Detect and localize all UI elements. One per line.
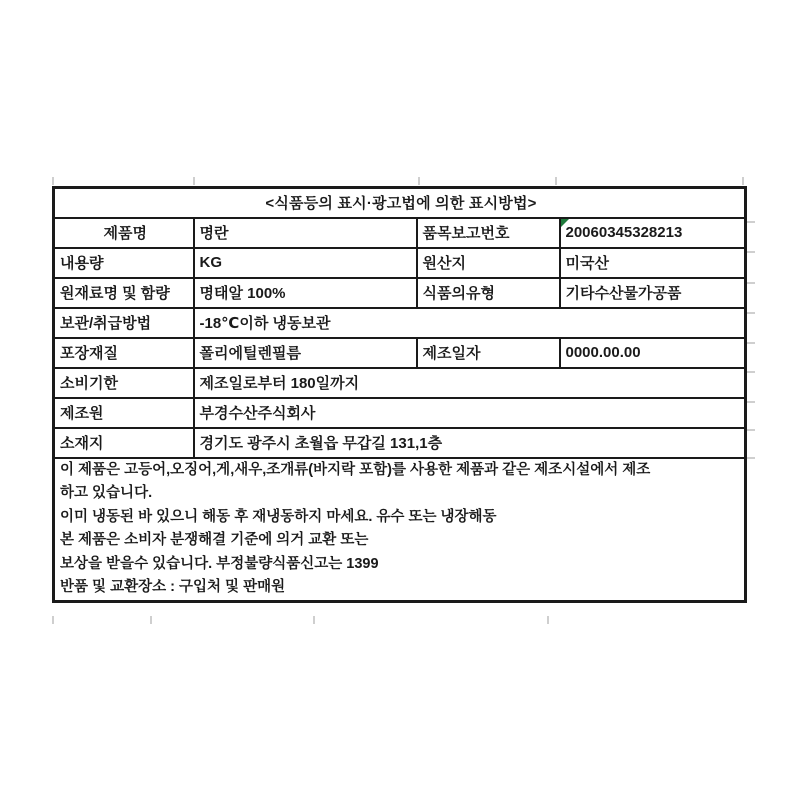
cell-label-ingredients: 원재료명 및 함량 <box>54 278 194 308</box>
gridline-tick <box>747 312 755 314</box>
notice-line: 반품 및 교환장소 : 구입처 및 판매원 <box>60 579 286 595</box>
gridline-tick <box>747 371 755 373</box>
table-row <box>54 428 746 458</box>
table-row <box>54 308 746 338</box>
cell-value-address: 경기도 광주시 초월읍 무갑길 131,1층 <box>194 428 746 458</box>
cell-label-net-weight: 내용량 <box>54 248 194 278</box>
cell-value-shelf-life: 제조일로부터 180일까지 <box>194 368 746 398</box>
gridline-tick <box>193 177 195 185</box>
cell-value-packaging-material: 폴리에틸렌필름 <box>194 338 417 368</box>
cell-label-manufacturer: 제조원 <box>54 398 194 428</box>
gridline-tick <box>418 177 420 185</box>
cell-label-manufacture-date: 제조일자 <box>417 338 560 368</box>
gridline-tick <box>747 457 755 459</box>
gridline-tick <box>150 616 152 624</box>
cell-label-packaging-material: 포장재질 <box>54 338 194 368</box>
cell-label-shelf-life: 소비기한 <box>54 368 194 398</box>
gridline-tick <box>747 221 755 223</box>
gridline-tick <box>747 251 755 253</box>
table-title: <식품등의 표시·광고법에 의한 표시방법> <box>54 188 746 218</box>
notice-line: 보상을 받을수 있습니다. 부정불량식품신고는 1399 <box>60 555 379 572</box>
cell-value-food-type: 기타수산물가공품 <box>560 278 746 308</box>
food-label-table <box>52 186 747 603</box>
table-row <box>54 188 746 218</box>
gridline-tick <box>747 342 755 344</box>
table-row <box>54 398 746 428</box>
cell-value-product-name: 명란 <box>194 218 417 248</box>
notice-block <box>54 458 746 602</box>
gridline-tick <box>313 616 315 624</box>
gridline-tick <box>555 177 557 185</box>
cell-label-origin: 원산지 <box>417 248 560 278</box>
notice-line: 이미 냉동된 바 있으니 해동 후 재냉동하지 마세요. 유수 또는 냉장해동 <box>60 508 497 525</box>
cell-value-manufacture-date: 0000.00.00 <box>560 338 746 368</box>
number-stored-as-text-indicator <box>561 219 569 227</box>
notice-line: 본 제품은 소비자 분쟁해결 기준에 의거 교환 또는 <box>60 532 369 548</box>
gridline-tick <box>747 429 755 431</box>
cell-value-report-number <box>560 218 746 248</box>
notice-line: 이 제품은 고등어,오징어,게,새우,조개류(바지락 포함)를 사용한 제품과 같은 제조시설에서 제조 <box>60 461 651 478</box>
cell-label-address: 소재지 <box>54 428 194 458</box>
cell-label-food-type: 식품의유형 <box>417 278 560 308</box>
gridline-tick <box>742 177 744 185</box>
table-row <box>54 338 746 368</box>
table-row <box>54 278 746 308</box>
cell-value-origin: 미국산 <box>560 248 746 278</box>
report-number-text: 20060345328213 <box>565 224 683 241</box>
cell-value-net-weight: KG <box>194 248 417 278</box>
notice-line: 하고 있습니다. <box>60 485 153 501</box>
gridline-tick <box>547 616 549 624</box>
cell-value-storage-method: -18℃이하 냉동보관 <box>194 308 746 338</box>
table-row <box>54 458 746 602</box>
cell-label-storage-method: 보관/취급방법 <box>54 308 194 338</box>
cell-label-report-number: 품목보고번호 <box>417 218 560 248</box>
cell-label-product-name: 제품명 <box>54 218 194 248</box>
gridline-tick <box>52 177 54 185</box>
gridline-tick <box>747 282 755 284</box>
table-row <box>54 218 746 248</box>
gridline-tick <box>52 616 54 624</box>
cell-value-manufacturer: 부경수산주식회사 <box>194 398 746 428</box>
table-row <box>54 248 746 278</box>
cell-value-ingredients: 명태알 100% <box>194 278 417 308</box>
gridline-tick <box>747 401 755 403</box>
table-row <box>54 368 746 398</box>
